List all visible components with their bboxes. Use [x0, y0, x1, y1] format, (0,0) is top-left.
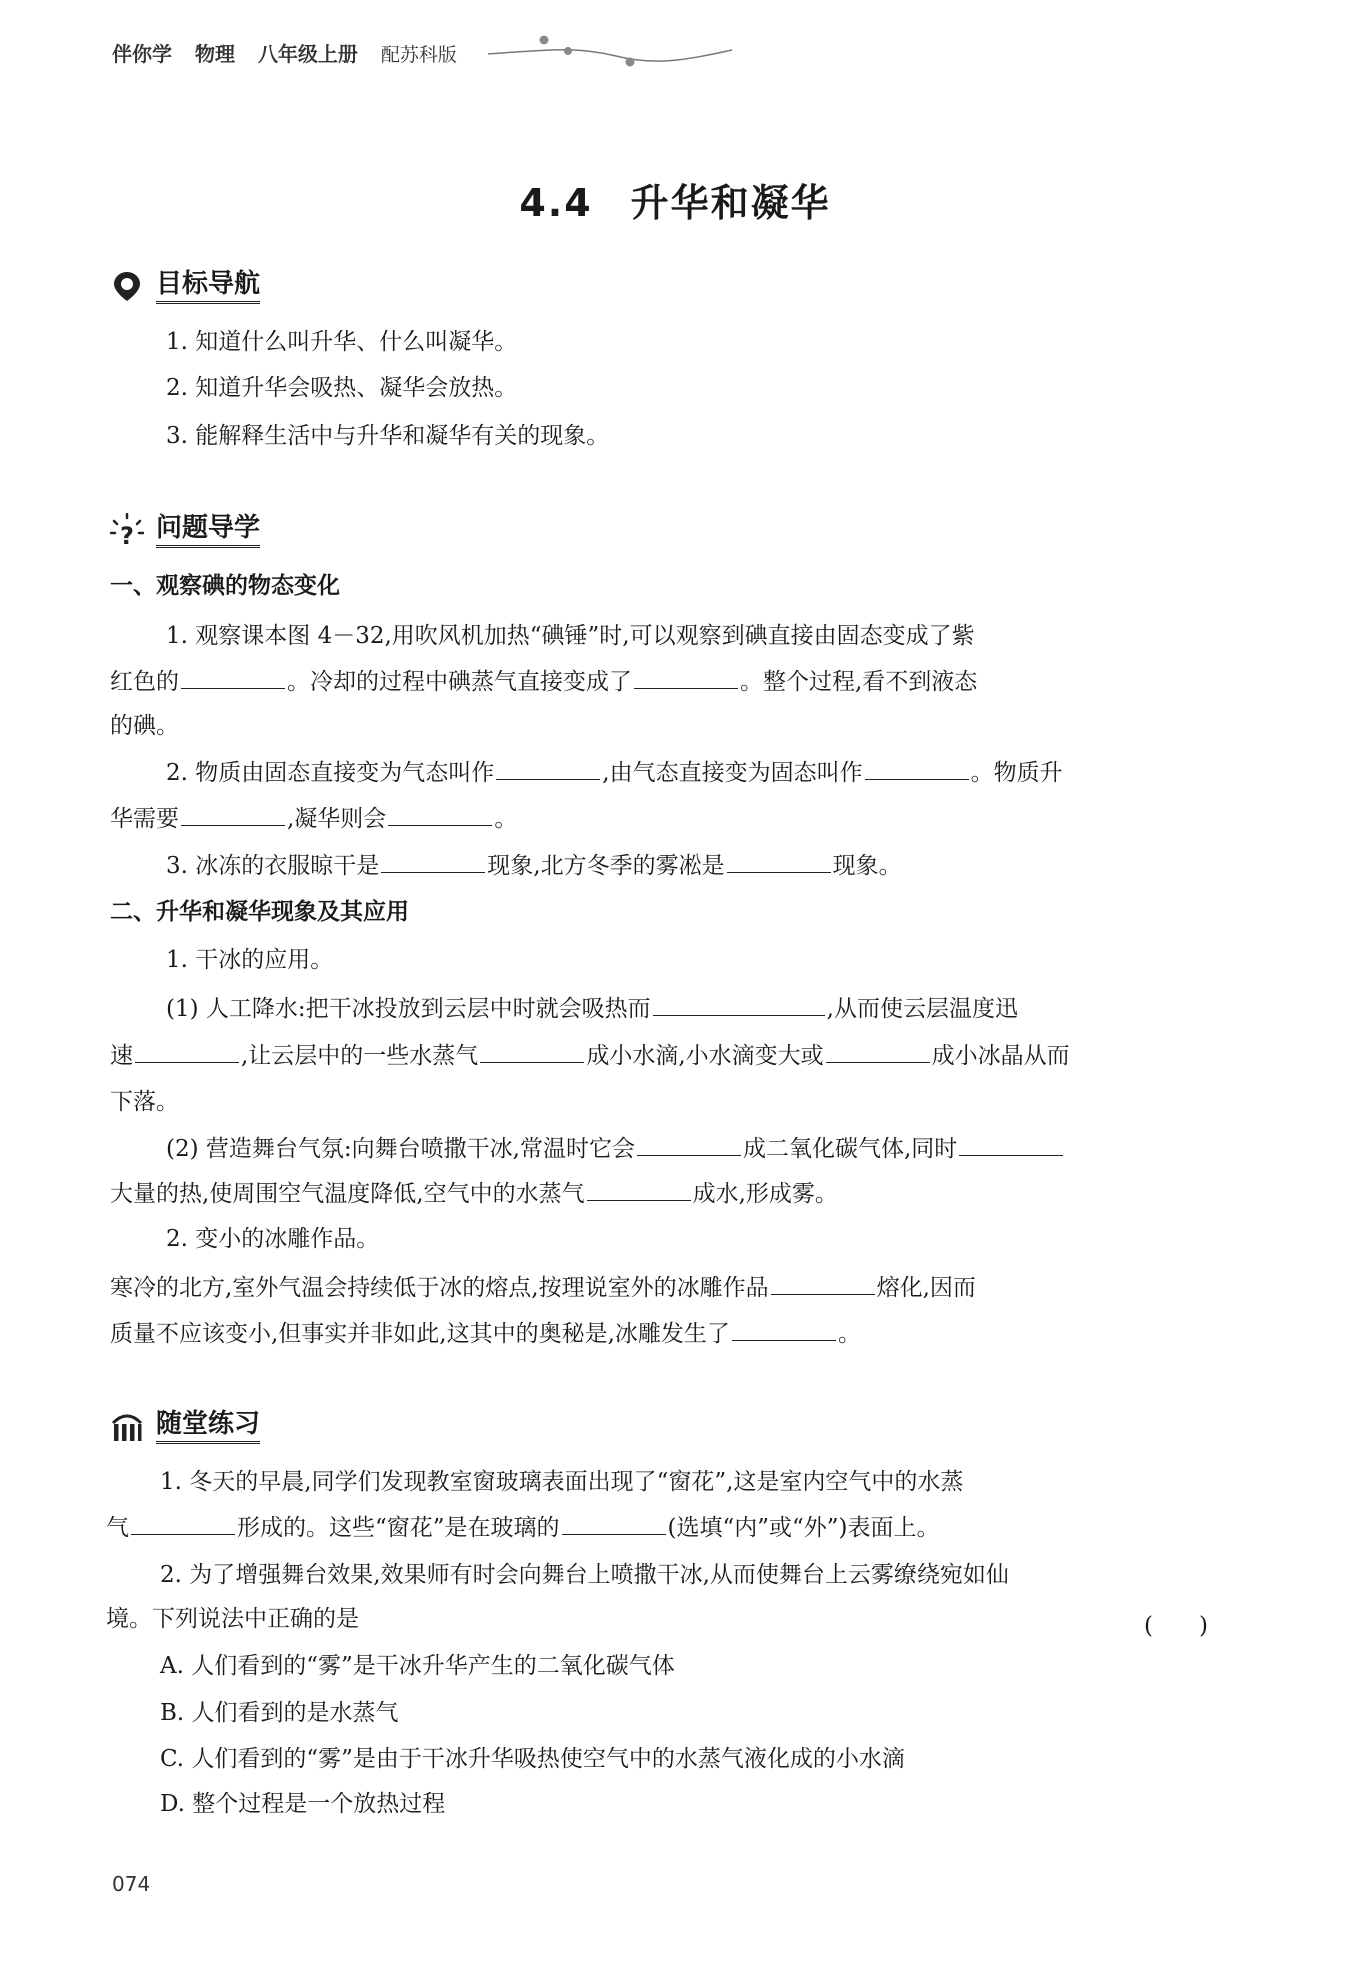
option-d[interactable]: D. 整个过程是一个放热过程: [160, 1791, 446, 1817]
subject-name: 物理: [194, 42, 235, 66]
header-decoration: [486, 34, 736, 74]
q1-text-e: 的碘。: [110, 713, 179, 739]
pq2-line1: 2. 为了增强舞台效果,效果师有时会向舞台上喷撒干冰,从而使舞台上云雾缭绕宛如仙: [160, 1562, 1009, 1588]
pq1-text-d: (选填“内”或“外”)表面上。: [667, 1515, 940, 1541]
q2-line2: [110, 803, 517, 835]
page-title: [0, 172, 1350, 227]
q1-text-c: 。冷却的过程中碘蒸气直接变成了: [287, 669, 632, 695]
practice-heading: 随堂练习: [156, 1408, 260, 1444]
guide-heading: 问题导学: [156, 512, 260, 548]
section-number: 4.4: [519, 181, 593, 225]
part1-heading: 一、观察碘的物态变化: [110, 573, 340, 599]
answer-blank[interactable]: [562, 1512, 666, 1535]
answer-blank[interactable]: [388, 803, 492, 826]
p3-line1: [110, 1272, 976, 1304]
p2-text-d: 成水,形成雾。: [692, 1181, 838, 1207]
goal-item-3: 3. 能解释生活中与升华和凝华有关的现象。: [166, 423, 610, 449]
location-pin-icon: [110, 269, 144, 303]
p1-text-c: 速: [110, 1043, 133, 1069]
answer-blank[interactable]: [135, 1040, 239, 1063]
q2-line1: [166, 757, 1063, 789]
answer-blank[interactable]: [637, 1133, 741, 1156]
q3-text-b: 现象,北方冬季的雾凇是: [487, 853, 725, 879]
p2-text-b: 成二氧化碳气体,同时: [742, 1136, 958, 1162]
p1-text-e: 成小水滴,小水滴变大或: [586, 1043, 824, 1069]
p1-text-b: ,从而使云层温度迅: [826, 996, 1018, 1022]
q1-line2: [110, 666, 977, 698]
pq1-text-c: 形成的。这些“窗花”是在玻璃的: [237, 1515, 560, 1541]
p2-line1: [166, 1133, 1065, 1165]
option-b[interactable]: B. 人们看到的是水蒸气: [160, 1700, 399, 1726]
q2-text-d: 华需要: [110, 806, 179, 832]
p3-text-b: 熔化,因而: [876, 1275, 976, 1301]
q2-text-b: ,由气态直接变为固态叫作: [602, 760, 863, 786]
section-title: 升华和凝华: [630, 181, 831, 225]
page-number: 074: [112, 1872, 151, 1896]
pq2-line2: 境。下列说法中正确的是: [106, 1606, 359, 1632]
q1-line1: [166, 620, 975, 652]
answer-blank[interactable]: [480, 1040, 584, 1063]
svg-text:?: ?: [120, 522, 134, 547]
answer-blank[interactable]: [732, 1318, 836, 1341]
p1-text-d: ,让云层中的一些水蒸气: [241, 1043, 479, 1069]
q2-text-f: 。: [494, 806, 518, 832]
edition-name: 配苏科版: [380, 44, 457, 66]
answer-blank[interactable]: [181, 666, 285, 689]
q3-text-a: 3. 冰冻的衣服晾干是: [166, 853, 380, 879]
answer-blank[interactable]: [653, 993, 825, 1016]
answer-blank[interactable]: [727, 850, 831, 873]
answer-blank[interactable]: [826, 1040, 930, 1063]
option-c[interactable]: C. 人们看到的“雾”是由于干冰升华吸热使空气中的水蒸气液化成的小水滴: [160, 1746, 905, 1772]
q1-line3: [110, 710, 179, 742]
answer-blank[interactable]: [381, 850, 485, 873]
goal-item-2: 2. 知道升华会吸热、凝华会放热。: [166, 375, 518, 401]
q1-text-d: 。整个过程,看不到液态: [740, 669, 978, 695]
book-name: 伴你学: [112, 42, 172, 66]
goals-heading-row: [110, 268, 260, 304]
subsection-1: 1. 干冰的应用。: [166, 947, 334, 973]
question-bulb-icon: [110, 513, 144, 547]
guide-heading-row: [110, 512, 260, 548]
p1-text-f: 成小冰晶从而: [931, 1043, 1070, 1069]
answer-blank[interactable]: [181, 803, 285, 826]
p3-text-a: 寒冷的北方,室外气温会持续低于冰的熔点,按理说室外的冰雕作品: [110, 1275, 769, 1301]
q2-text-a: 2. 物质由固态直接变为气态叫作: [166, 760, 495, 786]
p1-text-a: (1) 人工降水:把干冰投放到云层中时就会吸热而: [166, 996, 651, 1022]
p1-line2: [110, 1040, 1070, 1072]
answer-blank[interactable]: [587, 1178, 691, 1201]
q2-text-e: ,凝华则会: [287, 806, 387, 832]
p3-line2: [110, 1318, 861, 1350]
subsection-2: 2. 变小的冰雕作品。: [166, 1226, 380, 1252]
answer-blank[interactable]: [496, 757, 600, 780]
answer-blank[interactable]: [771, 1272, 875, 1295]
p3-text-c: 质量不应该变小,但事实并非如此,这其中的奥秘是,冰雕发生了: [110, 1321, 730, 1347]
answer-blank[interactable]: [959, 1133, 1063, 1156]
q1-text-b: 红色的: [110, 669, 179, 695]
p1-line3: 下落。: [110, 1089, 179, 1115]
q1-text-a: 1. 观察课本图 4－32,用吹风机加热“碘锤”时,可以观察到碘直接由固态变成了紫: [166, 623, 975, 649]
p3-text-d: 。: [837, 1321, 861, 1347]
answer-blank[interactable]: [865, 757, 969, 780]
q3-line: [166, 850, 902, 882]
building-icon: [110, 1409, 144, 1443]
p2-text-c: 大量的热,使周围空气温度降低,空气中的水蒸气: [110, 1181, 585, 1207]
option-a[interactable]: A. 人们看到的“雾”是干冰升华产生的二氧化碳气体: [160, 1653, 675, 1679]
answer-parentheses[interactable]: ( ): [1144, 1613, 1208, 1639]
p2-line2: [110, 1178, 838, 1210]
grade-name: 八年级上册: [257, 42, 358, 66]
goal-item-1: 1. 知道什么叫升华、什么叫凝华。: [166, 329, 518, 355]
running-header: [112, 38, 473, 67]
answer-blank[interactable]: [131, 1512, 235, 1535]
p2-text-a: (2) 营造舞台气氛:向舞台喷撒干冰,常温时它会: [166, 1136, 635, 1162]
pq1-line2: [106, 1512, 940, 1544]
practice-heading-row: [110, 1408, 260, 1444]
q3-text-c: 现象。: [832, 853, 902, 879]
answer-blank[interactable]: [634, 666, 738, 689]
pq1-line1: 1. 冬天的早晨,同学们发现教室窗玻璃表面出现了“窗花”,这是室内空气中的水蒸: [160, 1469, 964, 1495]
goals-heading: 目标导航: [156, 268, 260, 304]
q2-text-c: 。物质升: [970, 760, 1063, 786]
p1-line1: [166, 993, 1018, 1025]
part2-heading: 二、升华和凝华现象及其应用: [110, 899, 409, 925]
pq1-text-b: 气: [106, 1515, 129, 1541]
